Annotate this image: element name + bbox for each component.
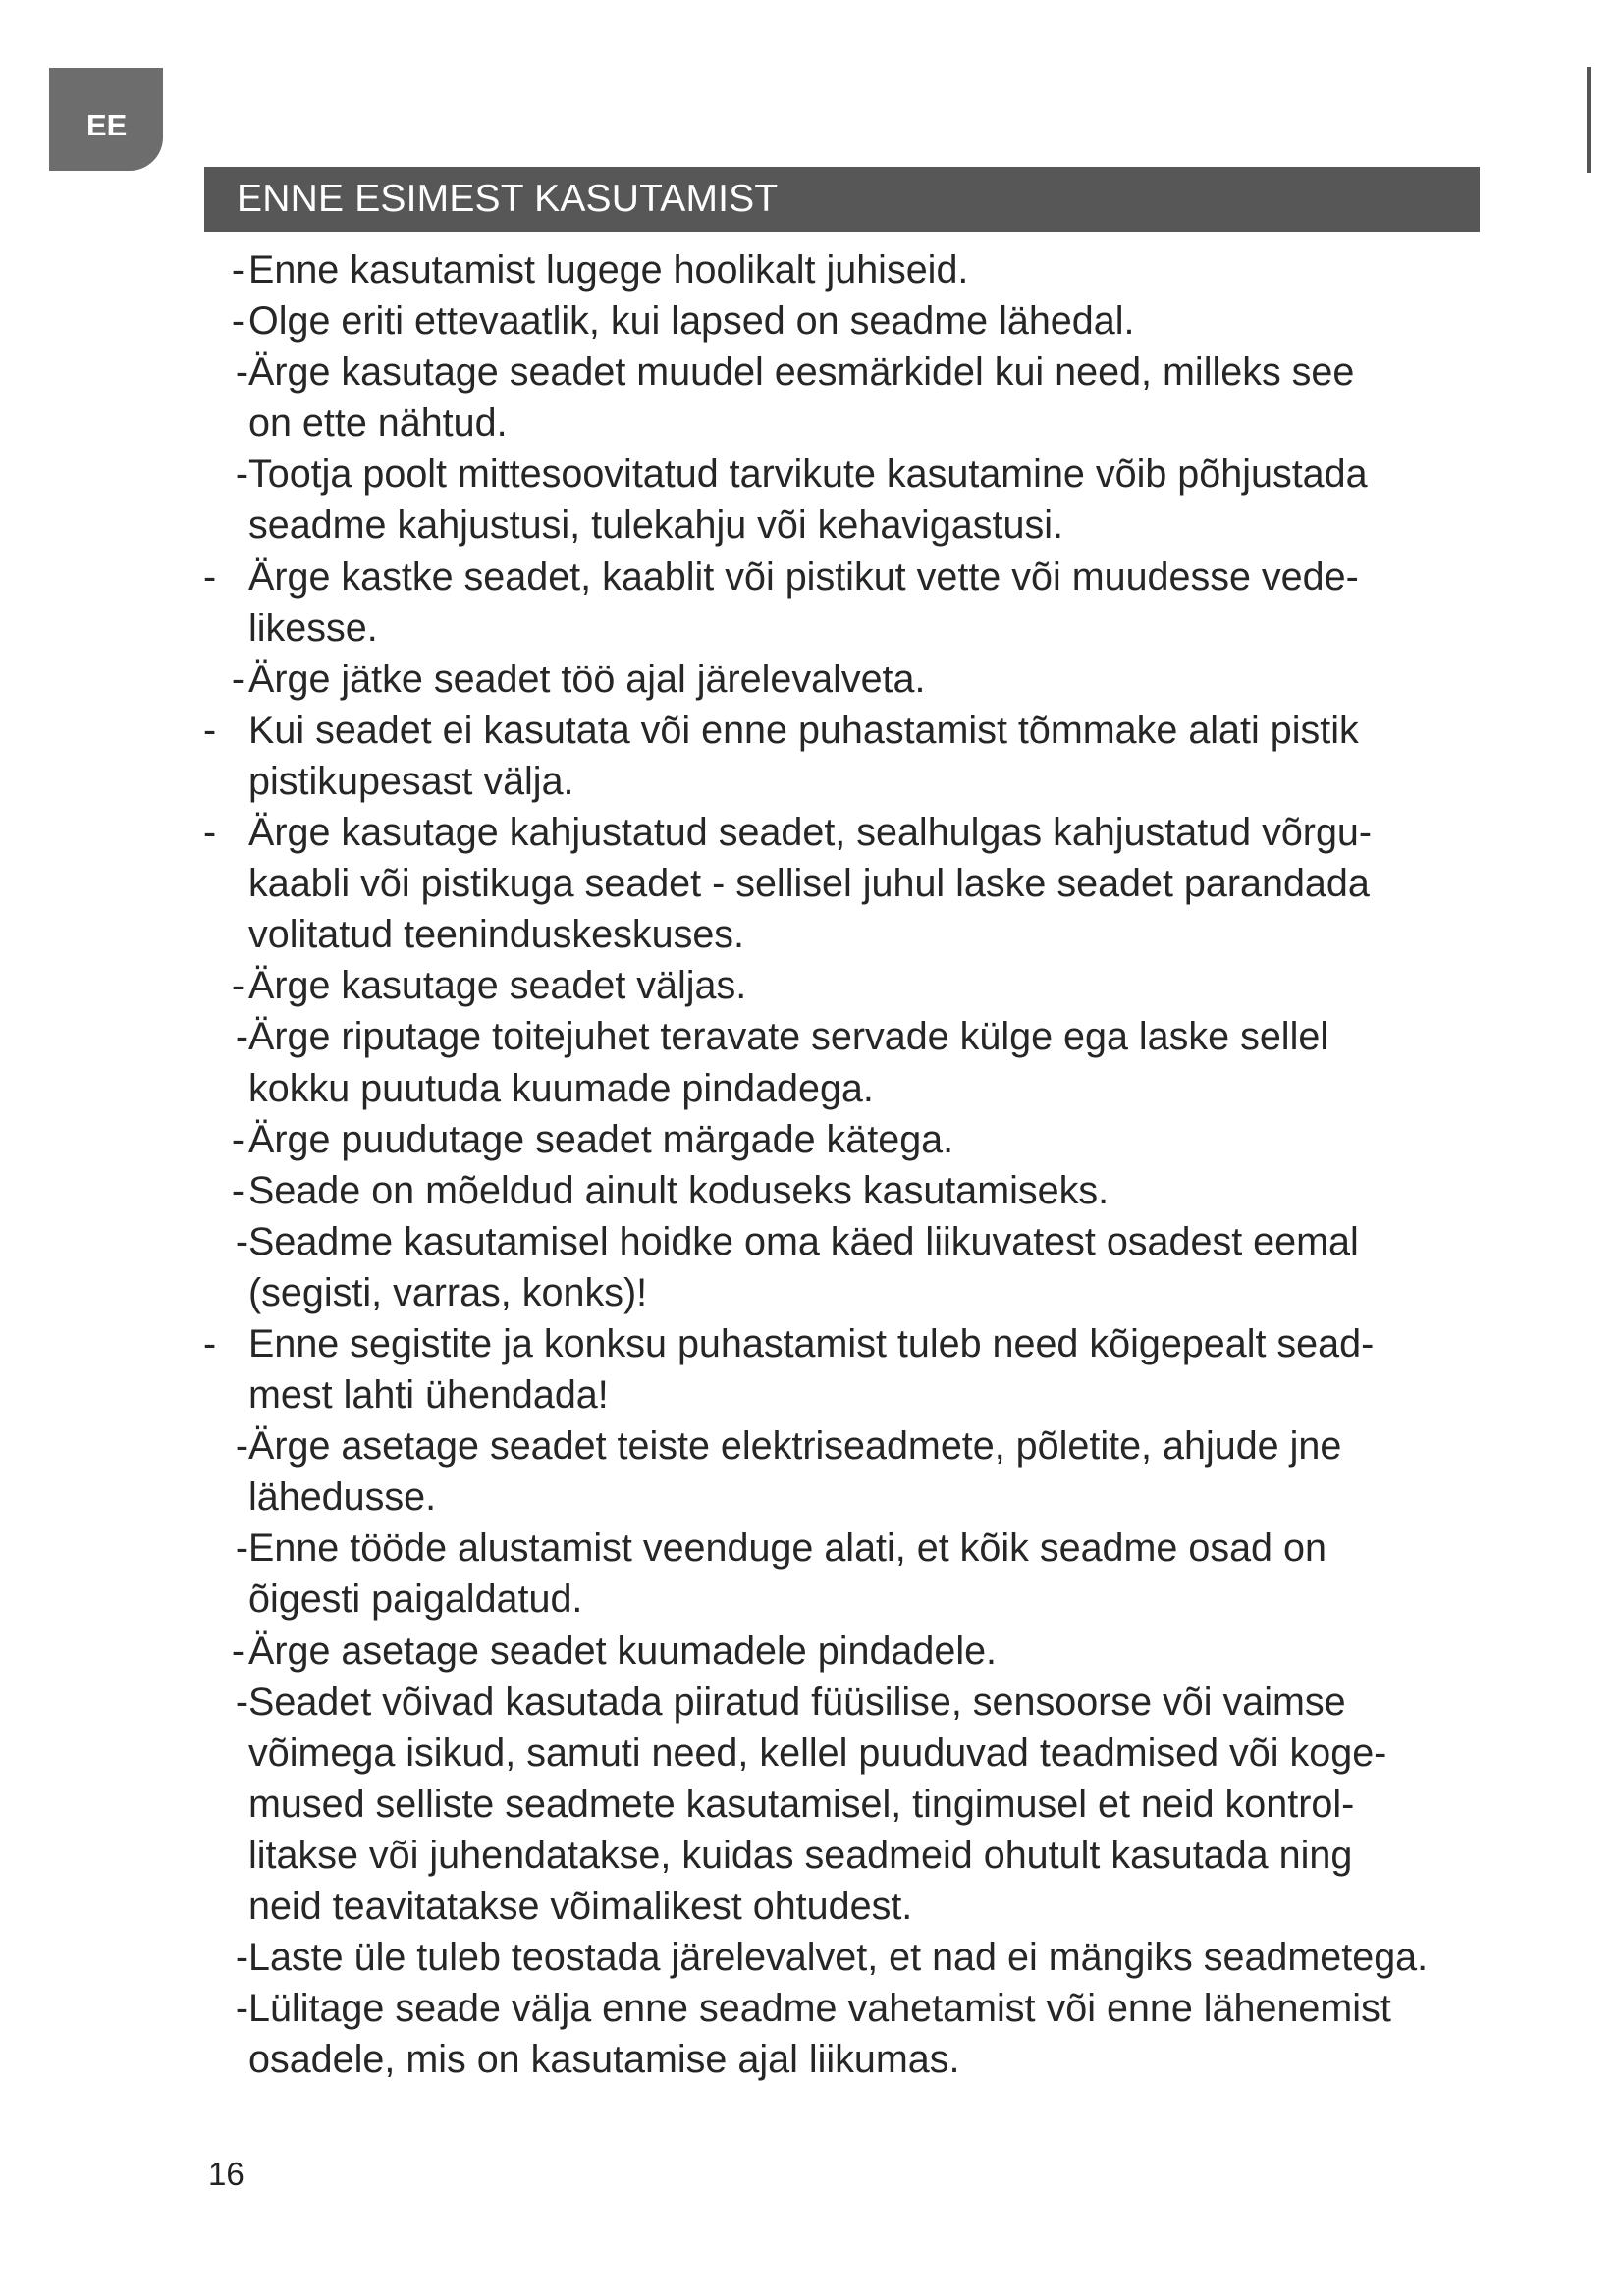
- list-item-text: Ärge kasutage kahjustatud seadet, sealhulgas kahjustatud võrgu- kaabli või pistikuga seadet - sellisel juhul laske seadet parandada volitatud teeninduskeskuses.: [248, 811, 1373, 957]
- section-header: ENNE ESIMEST KASUTAMIST: [204, 167, 1480, 232]
- list-dash: -: [235, 1015, 248, 1059]
- list-item: [201, 960, 1537, 1011]
- list-item: [201, 1522, 1537, 1625]
- list-item-text: Seadme kasutamisel hoidke oma käed liikuvatest osadest eemal (segisti, varras, konks)!: [248, 1219, 1359, 1314]
- list-item-text: Ärge riputage toitejuhet teravate servade külge ega laske sellel kokku puutuda kuumade pindadega.: [248, 1015, 1329, 1110]
- list-dash: -: [231, 1629, 244, 1673]
- list-dash: -: [203, 708, 217, 752]
- list-dash: -: [235, 1424, 248, 1468]
- list-item-text: Seade on mõeldud ainult koduseks kasutamiseks.: [248, 1168, 1110, 1212]
- list-item: [201, 1626, 1537, 1677]
- list-dash: -: [235, 1219, 248, 1263]
- list-item-text: Ärge asetage seadet teiste elektriseadmete, põletite, ahjude jne lähedusse.: [248, 1424, 1342, 1520]
- list-item: [201, 1420, 1537, 1522]
- list-item-text: Kui seadet ei kasutata või enne puhastamist tõmmake alati pistik pistikupesast välja.: [248, 708, 1359, 803]
- list-item-text: Laste üle tuleb teostada järelevalvet, et nad ei mängiks seadmetega.: [248, 1936, 1429, 1980]
- list-dash: -: [203, 1321, 217, 1365]
- list-item: [201, 1677, 1537, 1932]
- list-item-text: Ärge asetage seadet kuumadele pindadele.: [248, 1629, 998, 1673]
- list-dash: -: [235, 350, 248, 395]
- list-item: [201, 295, 1537, 347]
- list-dash: -: [235, 453, 248, 497]
- list-item: [201, 1011, 1537, 1113]
- list-dash: -: [203, 555, 217, 599]
- list-item: [201, 449, 1537, 551]
- list-item-text: Seadet võivad kasutada piiratud füüsilise, sensoorse või vaimse võimega isikud, samuti need, kellel puuduvad teadmised või koge- mused selliste seadmete kasutamisel, tingimusel et neid kontrol- litakse või juhendatakse, kuidas seadmeid ohutult kasutada ning neid teavitatakse võimalikest ohtudest.: [248, 1680, 1387, 1928]
- list-item: [201, 552, 1537, 654]
- list-item: [201, 1932, 1537, 1983]
- list-dash: -: [231, 1168, 244, 1212]
- list-item-text: Enne tööde alustamist veenduge alati, et kõik seadme osad on õigesti paigaldatud.: [248, 1526, 1326, 1622]
- list-dash: -: [203, 811, 217, 855]
- list-item: [201, 654, 1537, 705]
- list-dash: -: [235, 1936, 248, 1980]
- list-dash: -: [231, 1117, 244, 1161]
- list-dash: -: [235, 1680, 248, 1724]
- list-item-text: Tootja poolt mittesoovitatud tarvikute kasutamine võib põhjustada seadme kahjustusi, tulekahju või kehavigastusi.: [248, 453, 1368, 548]
- language-tab: EE: [49, 68, 163, 171]
- list-dash: -: [231, 657, 244, 701]
- list-item-text: Ärge kasutage seadet muudel eesmärkidel kui need, milleks see on ette nähtud.: [248, 350, 1355, 446]
- list-dash: -: [235, 1987, 248, 2031]
- list-item: [201, 807, 1537, 960]
- list-item-text: Ärge kastke seadet, kaablit või pistikut vette või muudesse vede- likesse.: [248, 555, 1359, 650]
- list-item: [201, 1318, 1537, 1420]
- list-dash: -: [231, 299, 244, 344]
- list-dash: -: [235, 1526, 248, 1571]
- instruction-list: [201, 244, 1537, 2085]
- list-item: [201, 347, 1537, 449]
- list-item-text: Enne kasutamist lugege hoolikalt juhiseid.: [248, 248, 969, 292]
- list-item: [201, 1165, 1537, 1216]
- list-dash: -: [231, 964, 244, 1008]
- list-item-text: Ärge puudutage seadet märgade kätega.: [248, 1117, 954, 1161]
- list-item-text: Ärge jätke seadet töö ajal järelevalveta.: [248, 657, 926, 701]
- list-item: [201, 705, 1537, 807]
- list-item: [201, 1114, 1537, 1165]
- list-item-text: Enne segistite ja konksu puhastamist tuleb need kõigepealt sead- mest lahti ühendada!: [248, 1321, 1375, 1417]
- list-item: [201, 1983, 1537, 2085]
- list-item-text: Lülitage seade välja enne seadme vahetamist või enne lähenemist osadele, mis on kasutamise ajal liikumas.: [248, 1987, 1391, 2082]
- list-item-text: Olge eriti ettevaatlik, kui lapsed on seadme lähedal.: [248, 299, 1135, 344]
- list-item: [201, 1216, 1537, 1318]
- list-item: [201, 244, 1537, 295]
- list-item-text: Ärge kasutage seadet väljas.: [248, 964, 747, 1008]
- page-number: 16: [208, 2156, 244, 2192]
- list-dash: -: [231, 248, 244, 292]
- page-edge-line: [1587, 67, 1591, 173]
